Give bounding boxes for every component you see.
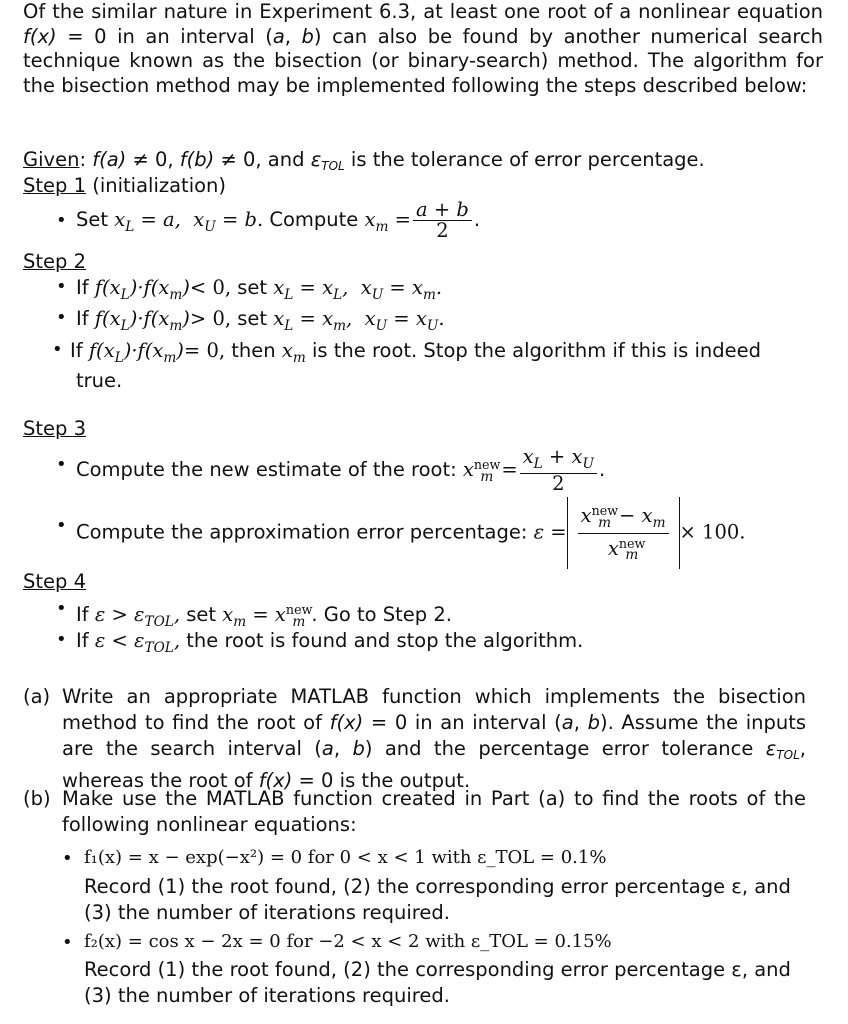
given-text: ≠ 0, xyxy=(126,148,180,171)
bullet-icon: • xyxy=(62,932,73,953)
step3-text: Compute the new estimate of the root: xyxy=(76,457,463,481)
bullet-icon: • xyxy=(56,598,67,619)
step3-label: Step 3 xyxy=(23,417,87,440)
part-a-label xyxy=(23,684,50,710)
step4-label: Step 4 xyxy=(23,570,87,593)
fraction-denominator: $x^{new}_m$ xyxy=(607,535,646,564)
part-a-text-seg: ) and the percentage error tolerance xyxy=(364,737,766,760)
step4-text: . Go to Step 2. xyxy=(311,602,452,626)
part-a-text-seg: = 0 in an interval ( xyxy=(363,711,562,734)
eps-cond: $\varepsilon > \varepsilon_{TOL}$, xyxy=(94,602,181,630)
part-a-text: Write an appropriate MATLAB function which implements the bisection method to find the root of f(x) = 0 in an interval (a, b). Assume the inputs are the search interval (a, b) and the percentage error tolerance $\varepsilon_{TOL}$, whereas the root of f(x) = 0 is the output. xyxy=(62,685,807,793)
epsilon-symbol: ε xyxy=(310,148,322,171)
equation-text: f₂(x) = cos x − 2x = 0 for −2 < x < 2 with ε_TOL = 0.15% xyxy=(84,931,612,952)
product-expr: $f(x_L)\cdot f(x_m)$ xyxy=(88,339,184,366)
step2-bullet-2 xyxy=(76,307,445,338)
eps-tol-symbol: $\varepsilon_{TOL}$ xyxy=(765,737,800,763)
fx-symbol: f(x) xyxy=(329,711,364,734)
step2-text: If xyxy=(76,276,95,299)
given-text: : xyxy=(79,148,93,171)
xm-new-symbol: $x^{new}_m$ xyxy=(462,457,501,485)
part-a-text-seg: , whereas the root of xyxy=(62,737,806,793)
error-fraction xyxy=(578,501,669,565)
part-b-text-seg: Make use the MATLAB function created in Part (a) to find the roots of the following nonlinear equations: xyxy=(62,787,806,836)
bullet-icon: • xyxy=(56,629,67,650)
equation-1 xyxy=(84,846,606,870)
part-label: (a) xyxy=(23,685,51,708)
b-symbol: b xyxy=(352,737,365,760)
step2-cond: < 0, xyxy=(189,276,232,299)
step2-heading xyxy=(23,250,86,274)
error-abs-value xyxy=(567,497,680,569)
new-estimate-fraction xyxy=(520,444,597,496)
record-text: Record (1) the root found, (2) the corresponding error percentage ε, and (3) the number of iterations required. xyxy=(84,958,791,1007)
step2-bullet-3-cont xyxy=(76,369,122,393)
step4-heading xyxy=(23,570,86,594)
equation-text: f₁(x) = x − exp(−x²) = 0 for 0 < x < 1 with ε_TOL = 0.1% xyxy=(84,847,607,868)
assign-expr: $x_L = x_m$, $x_U = x_U$. xyxy=(273,307,445,334)
product-expr: $f(x_L)\cdot f(x_m)$ xyxy=(94,276,190,303)
given-text: is the tolerance of error percentage. xyxy=(344,148,705,171)
step4-text: If xyxy=(76,629,95,652)
given-text: ≠ 0, and xyxy=(214,148,311,171)
step2-bullet-1 xyxy=(76,276,442,307)
part-b-label xyxy=(23,786,51,812)
assign-expr: $x_m = x^{new}_m$ xyxy=(222,602,313,630)
equals-sign: = xyxy=(501,457,518,481)
part-a-text-seg: ). Assume the inputs are the search interval ( xyxy=(62,711,807,760)
step4-text: set xyxy=(180,602,223,626)
bullet-icon: • xyxy=(56,515,67,536)
a-symbol: a xyxy=(561,711,574,734)
intro-a: a xyxy=(272,24,285,48)
step2-cond: > 0, xyxy=(189,307,232,330)
bullet-icon: • xyxy=(56,276,67,297)
step2-text: then xyxy=(225,339,282,362)
step3-text: Compute the approximation error percentage: xyxy=(76,520,534,544)
tol-subscript: TOL xyxy=(321,159,345,174)
step3-bullet-1: Compute the new estimate of the root: $x^{new}_m$ = $\frac{x_L + x_U}{2}$ . xyxy=(76,444,606,496)
bullet-icon: • xyxy=(62,848,73,869)
intro-text: , xyxy=(284,24,302,48)
step2-cond: = 0, xyxy=(183,339,226,362)
equation-2 xyxy=(84,930,612,954)
bullet-icon: • xyxy=(56,210,67,231)
step2-text: If xyxy=(70,339,89,362)
record-text: Record (1) the root found, (2) the corresponding error percentage ε, and (3) the number of iterations required. xyxy=(84,875,791,924)
step3-heading xyxy=(23,417,86,441)
step2-text: is the root. Stop the algorithm if this is indeed xyxy=(305,339,762,362)
step1-bullet: Set $x_L = a$, $x_U = b$. Compute $x_m$ = $\frac{a + b}{2}$ . xyxy=(76,198,481,242)
step2-text: true. xyxy=(76,369,123,392)
part-a-text-seg: = 0 is the output. xyxy=(292,769,471,793)
step1-heading xyxy=(23,174,226,198)
intro-text: = 0 in an interval ( xyxy=(56,24,273,48)
bullet-icon: • xyxy=(56,307,67,328)
step3-tail: × 100. xyxy=(679,520,746,544)
step3-bullet-2 xyxy=(76,497,745,569)
given-fb: f(b) xyxy=(179,148,215,171)
a-symbol: a xyxy=(321,737,334,760)
step2-label: Step 2 xyxy=(23,250,87,273)
record-1 xyxy=(84,874,814,926)
midpoint-fraction xyxy=(413,200,472,241)
product-expr: $f(x_L)\cdot f(x_m)$ xyxy=(94,307,190,334)
step1-label: Step 1 xyxy=(23,174,87,197)
step2-bullet-3 xyxy=(70,339,761,370)
assign-expr: $x_L = x_L$, $x_U = x_m$. xyxy=(273,276,443,303)
step1-text: Compute xyxy=(263,208,365,231)
record-2 xyxy=(84,957,814,1009)
fraction-denominator: 2 xyxy=(436,219,449,242)
step2-text: If xyxy=(76,307,95,330)
b-symbol: b xyxy=(587,711,600,734)
fx-symbol: f(x) xyxy=(258,769,293,793)
epsilon-symbol: ε = xyxy=(533,520,567,544)
eps-cond: $\varepsilon < \varepsilon_{TOL}$, xyxy=(94,629,181,656)
fraction-numerator: $x_L + x_U$ xyxy=(520,447,597,475)
step4-bullet-2 xyxy=(76,629,583,660)
given-label: Given xyxy=(23,148,80,171)
given-fa: f(a) xyxy=(92,148,127,171)
intro-text: ) can also be found by another numerical search technique known as the bisection (or binary-search) method. The algorithm for the bisection method may be implemented following the steps described below: xyxy=(23,24,823,97)
intro-text: Of the similar nature in Experiment 6.3, at least one root of a nonlinear equation xyxy=(23,0,823,23)
step4-text: If xyxy=(76,602,95,626)
part-b-text xyxy=(62,786,806,838)
bullet-icon: • xyxy=(56,454,67,475)
part-a-text-seg: Write an appropriate MATLAB function which implements the bisection method to find the root of xyxy=(62,685,806,734)
step1-text: Set xyxy=(76,208,115,231)
fraction-denominator: 2 xyxy=(552,472,565,496)
fraction-numerator: a + b xyxy=(413,200,472,221)
step2-text: set xyxy=(231,307,274,330)
intro-paragraph xyxy=(23,0,823,98)
part-label: (b) xyxy=(23,787,51,810)
fraction-numerator: $x^{new}_m - x_m$ xyxy=(578,501,669,534)
step4-text: the root is found and stop the algorithm. xyxy=(180,629,584,652)
step1-suffix: (initialization) xyxy=(86,174,227,197)
bullet-icon: • xyxy=(52,339,63,360)
step1-assign: $x_L = a$, $x_U = b$. xyxy=(114,208,264,235)
xm-symbol: $x_m$ xyxy=(281,339,306,366)
step2-text: set xyxy=(231,276,274,299)
intro-b: b xyxy=(301,24,314,48)
intro-fx: f(x) xyxy=(23,24,57,48)
xm-symbol: $x_m$ = xyxy=(364,208,411,235)
